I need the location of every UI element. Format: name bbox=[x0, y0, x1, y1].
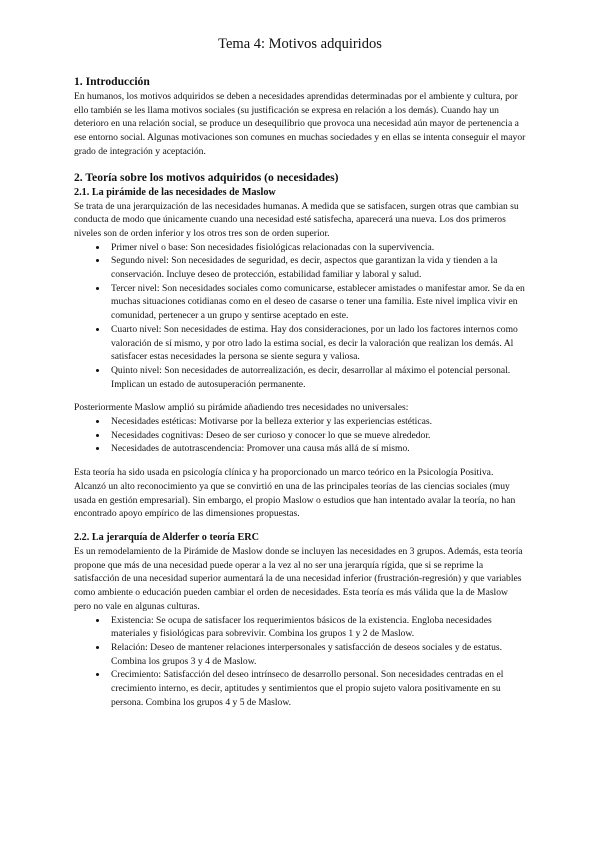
intro-paragraph: En humanos, los motivos adquiridos se deben a necesidades aprendidas determinadas por el ambiente y cultura, por ello también se les llama motivos sociales (su justificación se expresa en relación a los demás). Cuando hay un deterioro en una relación social, se produce un desequilibrio que provoca una necesidad aún mayor de pertenencia a ese entorno social. Algunas motivaciones son comunes en muchas sociedades y en ellas se intenta conseguir el mayor grado de integración y aceptación. bbox=[74, 91, 526, 157]
maslow-levels-list bbox=[74, 241, 526, 392]
list-item: • Necesidades estéticas: Motivarse por la belleza exterior y las experiencias estéticas. bbox=[108, 415, 526, 429]
subsection-heading-alderfer: 2.2. La jerarquía de Alderfer o teoría ERC bbox=[74, 531, 259, 543]
list-item: • Necesidades cognitivas: Deseo de ser curioso y conocer lo que se mueve alrededor. bbox=[108, 429, 526, 443]
list-item: • Existencia: Se ocupa de satisfacer los requerimientos básicos de la existencia. Engloba necesidades materiales y fisiológicas para sobrevivir. Combina los grupos 1 y 2 de Maslow. bbox=[108, 614, 526, 641]
list-item: • Necesidades de autotrascendencia: Promover una causa más allá de sí mismo. bbox=[108, 442, 526, 456]
list-item: • Crecimiento: Satisfacción del deseo intrínseco de desarrollo personal. Son necesidades centradas en el crecimiento interno, es decir, aptitudes y sentimientos que el propio sujeto valora positivamente en su persona. Combina los grupos 4 y 5 de Maslow. bbox=[108, 668, 526, 709]
list-item: • Primer nivel o base: Son necesidades fisiológicas relacionadas con la supervivencia. bbox=[108, 241, 526, 255]
subsection-heading-maslow: 2.1. La pirámide de las necesidades de Maslow bbox=[74, 186, 276, 198]
list-item: • Cuarto nivel: Son necesidades de estima. Hay dos consideraciones, por un lado los factores internos como valoración de sí mismo, y por otro lado la estima social, es decir la valoración que realizan los demás. Al satisfacer estas necesidades la persona se siente segura y valiosa. bbox=[108, 323, 526, 364]
section-heading-teoria: 2. Teoría sobre los motivos adquiridos (o necesidades) bbox=[74, 170, 339, 184]
maslow-intro-paragraph: Se trata de una jerarquización de las necesidades humanas. A medida que se satisfacen, surgen otras que cambian su conducta de modo que únicamente cuando una necesidad esté satisfecha, aparecerá una nueva. Los dos primeros niveles son de orden inferior y los otros tres son de orden superior. bbox=[74, 200, 519, 239]
list-item: • Tercer nivel: Son necesidades sociales como comunicarse, establecer amistades o manifestar amor. Se da en muchas situaciones cotidianas como en el deseo de casarse o tener una familia. Este nivel implica vivir en comunidad, pertenecer a un grupo y sentirse aceptado en este. bbox=[108, 282, 526, 323]
maslow-extra-needs-list bbox=[74, 415, 526, 456]
list-item: • Quinto nivel: Son necesidades de autorrealización, es decir, desarrollar al máximo el potencial personal. Implican un estado de autosuperación permanente. bbox=[108, 364, 526, 391]
maslow-closing-paragraph: Esta teoría ha sido usada en psicología clínica y ha proporcionado un marco teórico en la Psicología Positiva. Alcanzó un alto reconocimiento ya que se convirtió en una de las principales teorías de las ciencias sociales (muy usada en gestión empresarial). Sin embargo, el propio Maslow o estudios que han intentado avalar la teoría, no han encontrado apoyo empírico de las dimensiones propuestas. bbox=[74, 467, 516, 520]
section-heading-introduccion: 1. Introducción bbox=[74, 75, 150, 88]
alderfer-intro-paragraph: Es un remodelamiento de la Pirámide de Maslow donde se incluyen las necesidades en 3 grupos. Además, esta teoría propone que más de una necesidad puede operar a la vez al no ser una jerarquía rígida, que si se reprime la satisfacción de una necesidad superior aumentará la de una necesidad inferior (frustración-regresión) y que variables como ambiente o educación pueden cambiar el orden de necesidades. Esta teoría es más válida que la de Maslow pero no vale en algunas culturas. bbox=[74, 545, 523, 612]
maslow-later-paragraph: Posteriormente Maslow amplió su pirámide añadiendo tres necesidades no universales: bbox=[74, 402, 409, 414]
document-title: Tema 4: Motivos adquiridos bbox=[218, 36, 382, 52]
alderfer-groups-list bbox=[74, 614, 526, 710]
list-item: • Relación: Deseo de mantener relaciones interpersonales y satisfacción de deseos sociales y de estatus. Combina los grupos 3 y 4 de Maslow. bbox=[108, 641, 526, 668]
list-item: • Segundo nivel: Son necesidades de seguridad, es decir, aspectos que garantizan la vida y tienden a la conservación. Incluye deseo de protección, estabilidad familiar y laboral y salud. bbox=[108, 254, 526, 281]
